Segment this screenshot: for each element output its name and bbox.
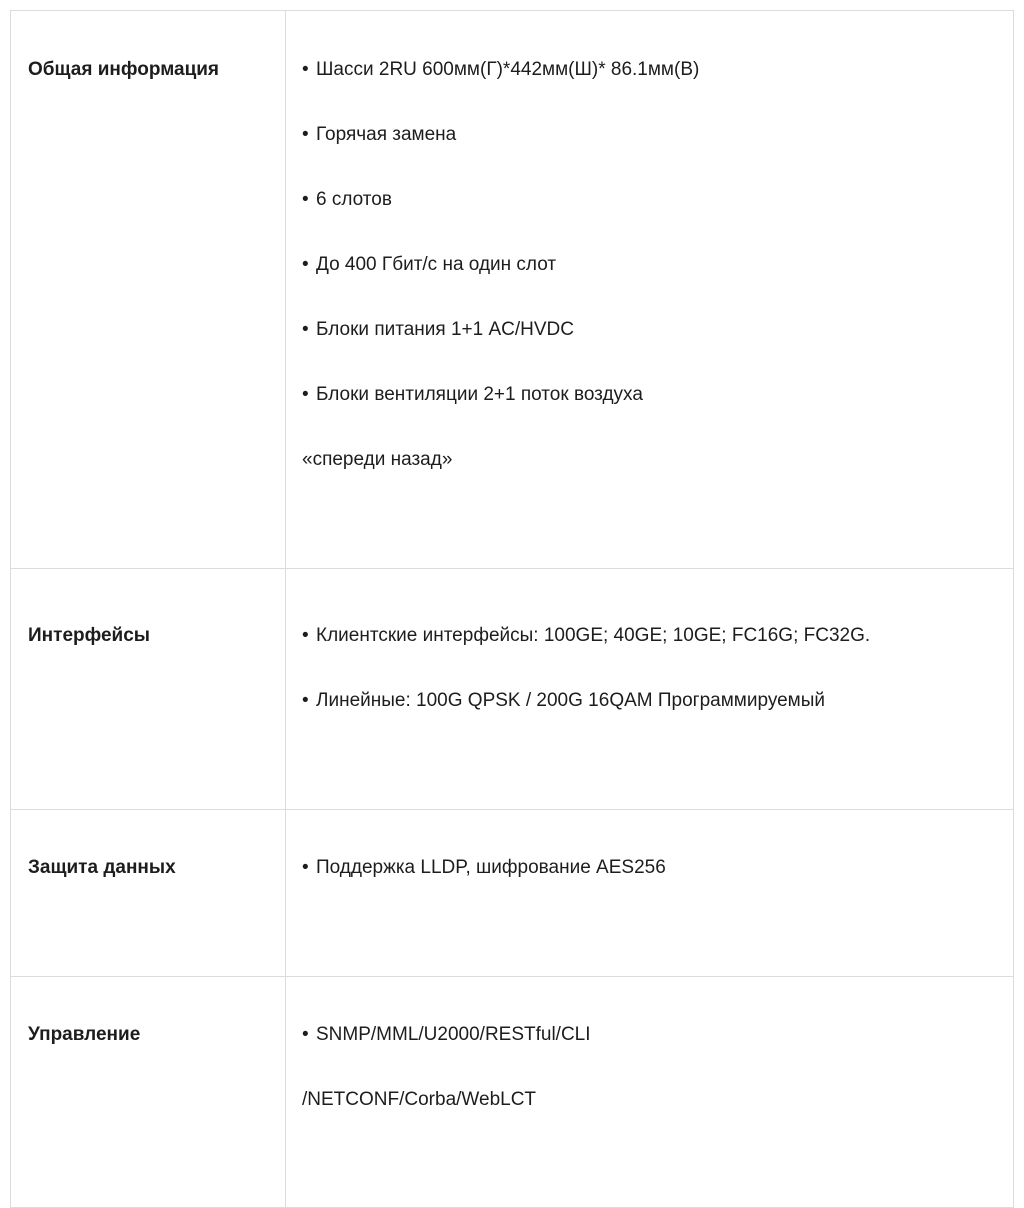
list-item <box>286 189 1013 254</box>
list-item-continuation <box>286 1089 1013 1111</box>
list-item-text: Шасси 2RU 600мм(Г)*442мм(Ш)* 86.1мм(В) <box>316 59 700 80</box>
row-value-cell <box>286 569 1014 810</box>
list-item-text: Горячая замена <box>316 124 457 145</box>
list-item <box>286 254 1013 319</box>
row-label: Защита данных <box>28 857 176 878</box>
bullet: • <box>302 1024 309 1045</box>
list-item <box>286 625 1013 690</box>
list-item-text: SNMP/MML/U2000/RESTful/CLI <box>316 1024 591 1045</box>
list-item-text: «спереди назад» <box>302 449 453 470</box>
list-item-text: 6 слотов <box>316 189 392 210</box>
list-item-text: /NETCONF/Corba/WebLCT <box>302 1089 537 1110</box>
row-label-cell <box>11 977 286 1208</box>
spec-table <box>10 10 1014 1208</box>
list-item <box>286 59 1013 124</box>
list-item <box>286 319 1013 384</box>
list-item <box>286 1024 1013 1089</box>
list-item-continuation <box>286 449 1013 471</box>
bullet: • <box>302 625 309 646</box>
bullet: • <box>302 857 309 878</box>
row-value-cell <box>286 11 1014 569</box>
table-row-interfaces <box>11 569 1014 810</box>
row-label-cell <box>11 569 286 810</box>
list-item <box>286 690 1013 712</box>
list-item <box>286 857 1013 879</box>
bullet: • <box>302 189 309 210</box>
bullet: • <box>302 384 309 405</box>
list-item-text: Клиентские интерфейсы: 100GE; 40GE; 10GE; FC16G; FC32G. <box>316 625 871 646</box>
table-row-management <box>11 977 1014 1208</box>
bullet: • <box>302 124 309 145</box>
list-item-text: До 400 Гбит/с на один слот <box>316 254 557 275</box>
bullet: • <box>302 254 309 275</box>
row-label: Управление <box>28 1024 141 1045</box>
row-label-cell <box>11 810 286 977</box>
list-item <box>286 124 1013 189</box>
bullet: • <box>302 59 309 80</box>
bullet: • <box>302 690 309 711</box>
list-item-text: Блоки вентиляции 2+1 поток воздуха <box>316 384 643 405</box>
list-item-text: Блоки питания 1+1 AC/HVDC <box>316 319 574 340</box>
row-label: Общая информация <box>28 59 220 80</box>
list-item <box>286 384 1013 449</box>
row-value-cell <box>286 977 1014 1208</box>
row-value-cell <box>286 810 1014 977</box>
list-item-text: Поддержка LLDP, шифрование AES256 <box>316 857 666 878</box>
table-row-general-info <box>11 11 1014 569</box>
row-label: Интерфейсы <box>28 625 151 646</box>
bullet: • <box>302 319 309 340</box>
row-label-cell <box>11 11 286 569</box>
list-item-text: Линейные: 100G QPSK / 200G 16QAM Программируемый <box>316 690 826 711</box>
table-row-data-protection <box>11 810 1014 977</box>
